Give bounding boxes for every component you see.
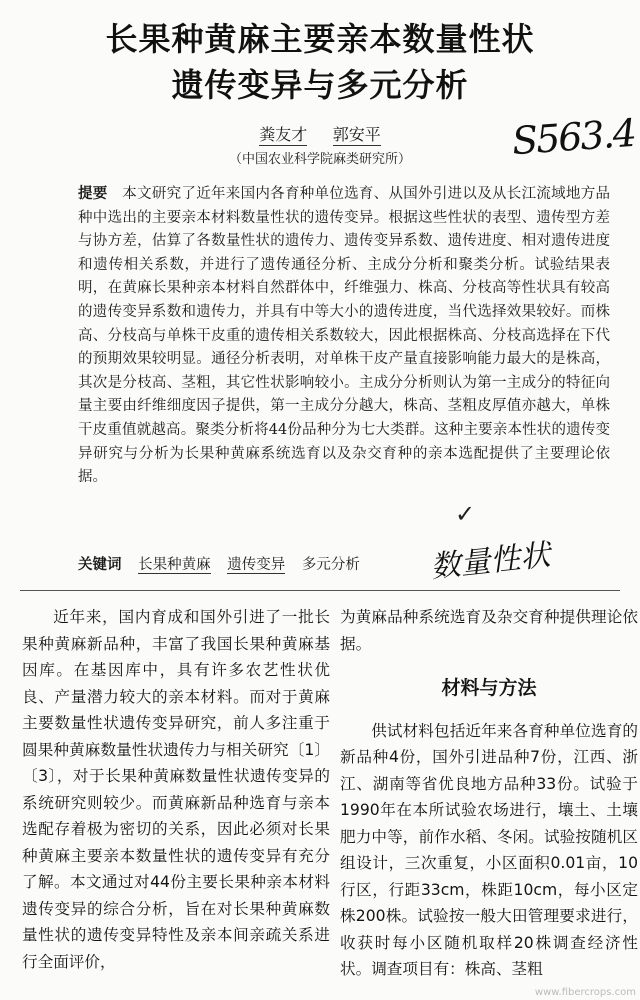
abstract-text: 本文研究了近年来国内各育种单位选育、从国外引进以及从长江流域地方品种中选出的主要亲本材料数量性状的遗传变异。根据这些性状的表型、遗传型方差与协方差，估算了各数量性状的遗传力、遗传变异系数、遗传进度、相对遗传进度和遗传相关系数，并进行了遗传通径分析、主成分分析和聚类分析。试验结果表明，在黄麻长果种亲本材料自然群体中，纤维强力、株高、分枝高等性状具有较高的遗传变异系数和遗传力，并具有中等大小的遗传进度，当代选择效果较好。而株高、分枝高与单株干皮重的遗传相关系数较大，因此根据株高、分枝高选择在下代的预期效果较明显。通径分析表明，对单株干皮产量直接影响能力最大的是株高，其次是分枝高、茎粗，其它性状影响较小。主成分分析则认为第一主成分的特征向量主要由纤维细度因子提供，第一主成分分越大，株高、茎粗皮厚值亦越大，单株干皮重值就越高。聚类分析将44份品种分为七大类群。这种主要亲本性状的遗传变异研究与分析为长果种黄麻系统选育以及杂交育种的亲本选配提供了主要理论依据。 — [78, 186, 611, 486]
abstract-label: 提要 — [78, 186, 108, 202]
handwritten-note: 数量性状 — [428, 537, 552, 586]
keywords-label: 关键词 — [78, 557, 122, 573]
check-mark-icon: ✓ — [455, 500, 476, 528]
author-2: 郭安平 — [332, 125, 381, 144]
paper-title-line2: 遗传变异与多元分析 — [171, 66, 469, 104]
intro-continued: 为黄麻品种系统选育及杂交育种提供理论依据。 — [340, 608, 638, 653]
section-divider — [20, 590, 620, 591]
keyword: 遗传变异 — [227, 557, 286, 573]
right-column — [340, 604, 638, 983]
keyword: 长果种黄麻 — [138, 557, 211, 573]
abstract — [78, 183, 610, 490]
keyword: 多元分析 — [301, 557, 360, 573]
handwritten-classification-code: S563.4 — [510, 110, 637, 164]
section-heading: 材料与方法 — [441, 677, 537, 699]
left-column — [22, 604, 330, 975]
watermark: www.fibercrops.com — [534, 987, 636, 998]
intro-paragraph: 近年来，国内育成和国外引进了一批长果种黄麻新品种，丰富了我国长果种黄麻基因库。在基因库中，具有许多农艺性状优良、产量潜力较大的亲本材料。而对于黄麻主要数量性状遗传变异研究，前人多注重于圆果种黄麻数量性状遗传力与相关研究〔1〕〔3〕，对于长果种黄麻数量性状遗传变异的系统研究则较少。而黄麻新品种选育与亲本选配存着极为密切的关系，因此必须对长果种黄麻主要亲本数量性状的遗传变异有充分了解。本文通过对44份主要长果种亲本材料遗传变异的综合分析，旨在对长果种黄麻数量性状的遗传变异特性及亲本间亲疏关系进行全面评价， — [22, 608, 330, 971]
methods-paragraph: 供试材料包括近年来各育种单位选育的新品种4份，国外引进品种7份，江西、浙江、湖南等省优良地方品种33份。试验于1990年在本所试验农场进行，壤土、土壤肥力中等，前作水稻、冬闲。试验按随机区组设计，三次重复，小区面积0.01亩，10行区，行距33cm，株距10cm，每小区定株200株。试验按一般大田管理要求进行，收获时每小区随机取样20株调查经济性状。调查项目有：株高、茎粗 — [340, 721, 638, 978]
author-1: 粪友才 — [259, 125, 308, 144]
keywords-row — [78, 553, 372, 574]
affiliation: （中国农业科学院麻类研究所） — [228, 152, 411, 167]
paper-title-line1: 长果种黄麻主要亲本数量性状 — [105, 20, 535, 58]
